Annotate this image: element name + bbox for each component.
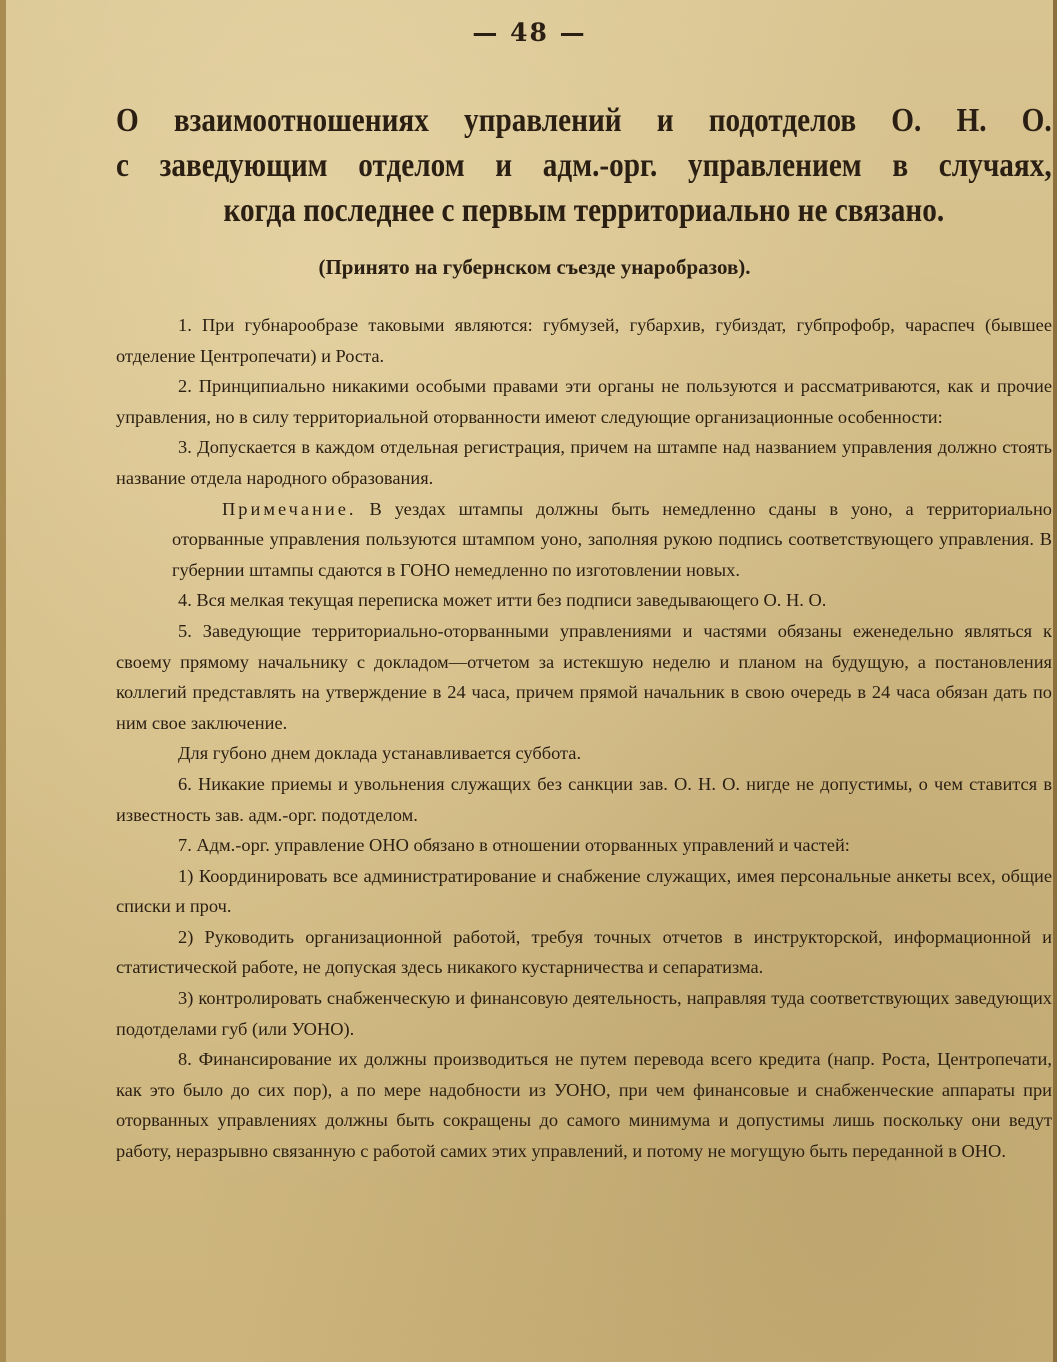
paragraph-8: 8. Финансирование их должны производиться не путем перевода всего кредита (напр. Роста, Центропечати, как это было до сих пор), а по мере надобности из УОНО, при чем финансовые и снабженческие аппараты при оторванных управлениях должны быть сокращены до самого минимума и допустимы лишь поскольку они ведут работу, неразрывно связанную с работой самих этих управлений, и потому не могущую быть переданной в ОНО. <box>116 1049 1052 1162</box>
paragraph-7-item-2: 2) Руководить организационной работой, требуя точных отчетов в инструкторской, информационной и статистической работе, не допуская здесь никакого кустарничества и сепаратизма. <box>116 926 1052 978</box>
paragraph-7: 7. Адм.-орг. управление ОНО обязано в отношении оторванных управлений и частей: <box>178 835 850 856</box>
paragraph-7-item-3: 3) контролировать снабженческую и финансовую деятельность, направляя туда соответствующих заведующих подотделами губ (или УОНО). <box>116 988 1052 1039</box>
title-line-2: с заведующим отделом и адм.-орг. управлением в случаях, <box>116 147 1052 184</box>
paragraph-7-item-1: 1) Координировать все администратирование и снабжение служащих, имея персональные анкеты всех, общие списки и проч. <box>116 865 1052 917</box>
title-line-1: О взаимоотношениях управлений и подотделов О. Н. О. <box>116 102 1052 139</box>
title-line-3: когда последнее с первым территориально не связано. <box>223 192 945 229</box>
paragraph-2: 2. Принципиально никакими особыми правами эти органы не пользуются и рассматриваются, как и прочие управления, но в силу территориальной оторванности имеют следующие организационные особенности: <box>116 376 1052 427</box>
document-body <box>116 310 1052 1167</box>
paragraph-5: 5. Заведующие территориально-оторванными управлениями и частями обязаны еженедельно являться к своему прямому начальнику с докладом—отчетом за истекшую неделю и планом на будущую, а постановления коллегий представлять на утверждение в 24 часа, причем прямой начальник в свою очередь в 24 часа обязан дать по ним свое заключение. <box>116 620 1052 733</box>
note-paragraph <box>116 494 1052 586</box>
document-title <box>116 98 1052 233</box>
paragraph-6: 6. Никакие приемы и увольнения служащих без санкции зав. О. Н. О. нигде не допустимы, о чем ставится в известность зав. адм.-орг. подотделом. <box>116 773 1052 825</box>
paragraph-1: 1. При губнарообразе таковыми являются: губмузей, губархив, губиздат, губпрофобр, чараспеч (бывшее отделение Центропечати) и Роста. <box>116 315 1052 366</box>
page-number: — 48 — <box>472 18 587 47</box>
note-text: В уездах штампы должны быть немедленно сданы в уоно, а территориально оторванные управления пользуются штампом уоно, заполняя рукою подпись соответствующего управления. В губернии штампы сдаются в ГОНО немедленно по изготовлении новых. <box>172 498 1052 580</box>
note-label: Примечание. <box>222 498 357 519</box>
paragraph-4: 4. Вся мелкая текущая переписка может итти без подписи заведывающего О. Н. О. <box>178 590 827 611</box>
paragraph-5-addendum: Для губоно днем доклада устанавливается суббота. <box>178 743 582 764</box>
document-subtitle: (Принято на губернском съезде унаробразов). <box>318 255 751 279</box>
paragraph-3: 3. Допускается в каждом отдельная регистрация, причем на штампе над названием управления должно стоять название отдела народного образования. <box>116 437 1052 488</box>
